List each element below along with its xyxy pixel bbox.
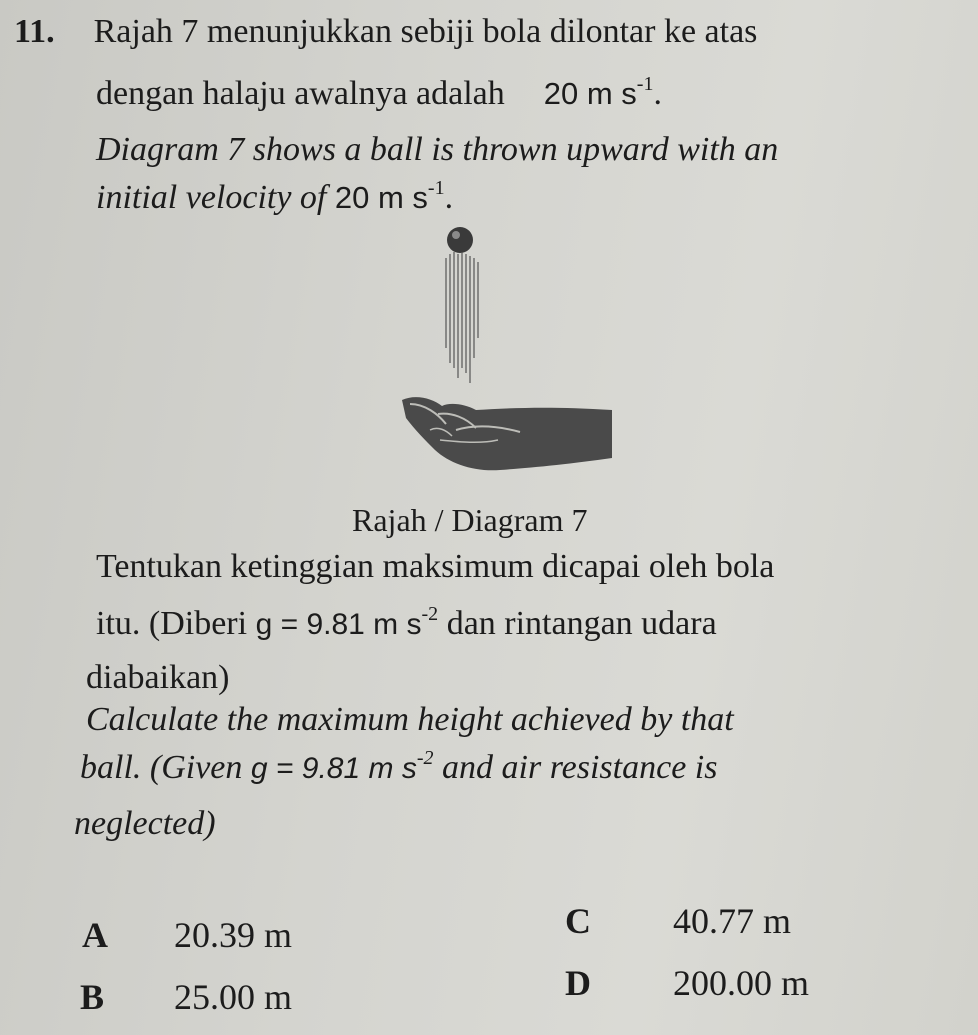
diagram-caption [352,500,587,540]
option-c[interactable] [565,900,791,942]
option-c-value: 40.77 m [673,901,792,941]
diagram-caption-text: Rajah / Diagram 7 [352,502,588,538]
option-a-letter: A [82,915,108,955]
task-line-3 [86,658,230,698]
english-period: . [444,179,454,216]
option-d-letter: D [565,963,591,1003]
task-line-5 [80,748,717,789]
diagram-7 [380,218,620,478]
malay-velocity-exp: -1 [636,73,654,95]
english-velocity-exp: -1 [427,177,445,199]
motion-lines-icon [446,252,478,383]
question-number: 11. [14,13,55,50]
malay-task-2-end: dan rintangan udara [446,605,717,642]
question-line-2 [96,74,662,114]
question-line-4 [96,178,453,218]
english-task-2-start: ball. (Given [80,749,243,786]
malay-period: . [653,75,662,112]
english-task-1: Calculate the maximum height achieved by that [86,701,734,738]
malay-statement-1: Rajah 7 menunjukkan sebiji bola dilontar ke atas [93,13,758,50]
malay-task-2-start: itu. (Diberi [96,605,248,642]
task-line-6 [74,804,216,844]
malay-g-exp: -2 [421,603,439,625]
task-line-4 [86,700,734,740]
english-g-value: g = 9.81 m s [250,752,417,785]
english-task-3: neglected) [74,805,216,842]
english-statement-2: initial velocity of [96,179,327,216]
english-velocity-value: 20 m s [334,180,428,215]
english-task-2-end: and air resistance is [442,749,718,786]
option-d-value: 200.00 m [673,963,810,1003]
task-line-2 [96,604,717,645]
malay-velocity-value: 20 m s [543,76,637,111]
task-line-1 [96,547,774,587]
option-b-letter: B [80,977,105,1017]
option-c-letter: C [565,901,591,941]
question-line-3 [96,130,778,170]
option-d[interactable] [565,962,809,1004]
malay-task-1: Tentukan ketinggian maksimum dicapai oleh bola [96,548,775,585]
option-a[interactable] [82,914,292,956]
english-g-exp: -2 [416,747,434,769]
option-b-value: 25.00 m [174,977,293,1017]
option-b[interactable] [80,976,292,1018]
option-a-value: 20.39 m [174,915,293,955]
malay-statement-2: dengan halaju awalnya adalah [96,75,505,112]
malay-task-3: diabaikan) [86,659,230,696]
english-statement-1: Diagram 7 shows a ball is thrown upward with an [96,131,779,168]
malay-g-value: g = 9.81 m s [255,608,422,641]
question-line-1 [14,12,757,52]
hand-icon [402,397,612,470]
ball-icon [447,227,473,253]
